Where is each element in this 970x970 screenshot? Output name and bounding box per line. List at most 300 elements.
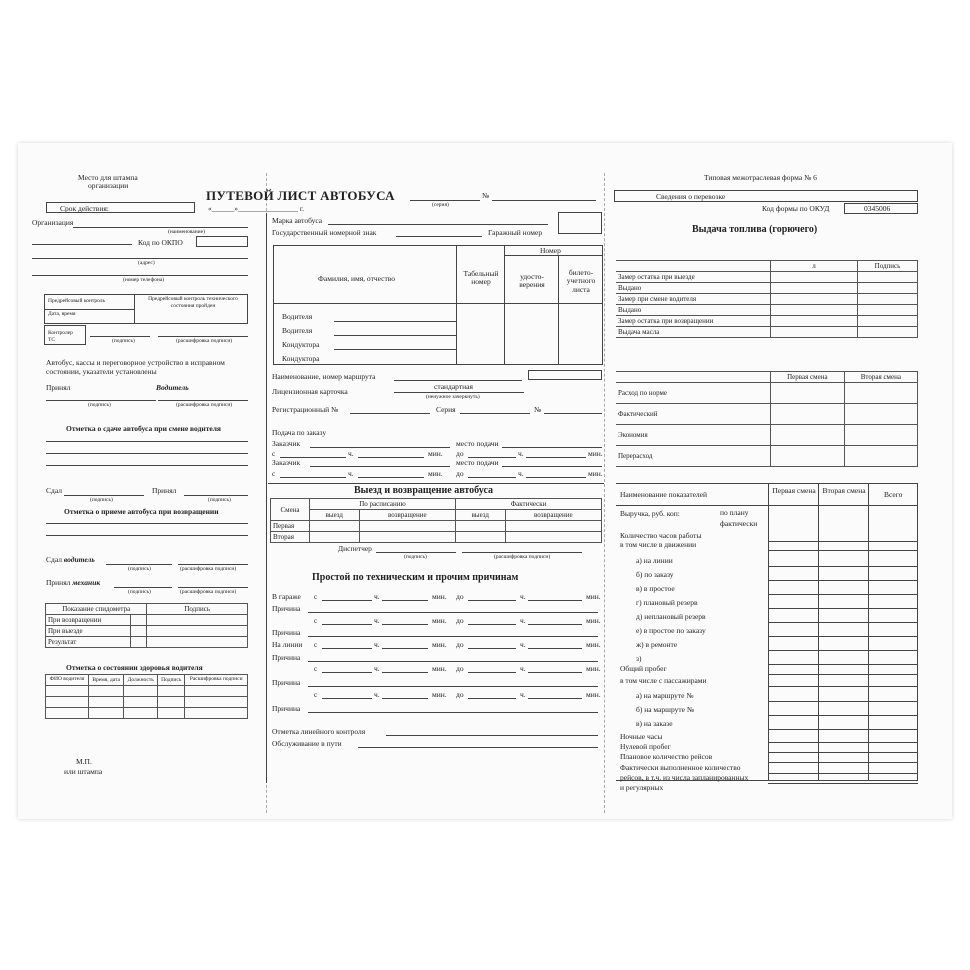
idle-c-label: с: [314, 664, 318, 673]
ind-row: рейсов, в т.ч. из числа запланированных: [620, 773, 749, 782]
sign-line[interactable]: [106, 564, 172, 565]
idle-h-label: ч.: [520, 664, 526, 673]
okpo-box[interactable]: [196, 236, 248, 247]
speedometer-table: [45, 603, 248, 648]
signature-hint: (подпись): [112, 338, 135, 344]
driver-label: Водитель: [156, 383, 189, 392]
handed-label: Сдал: [46, 486, 62, 495]
signature-hint: (подпись): [90, 497, 113, 503]
crew-row: Кондуктора: [282, 354, 320, 363]
ind-row: б) на маршруте №: [636, 705, 694, 714]
sign-line[interactable]: [114, 587, 172, 588]
from-c: с: [272, 469, 276, 478]
accepted-label: Принял: [46, 578, 71, 587]
time-line[interactable]: [358, 457, 424, 458]
reason: Причина: [272, 704, 301, 713]
sign-line[interactable]: [376, 552, 456, 553]
health-cell[interactable]: [124, 686, 158, 697]
dep-actual: Фактически: [455, 499, 601, 510]
crew-row: Водителя: [282, 312, 313, 321]
on-line: На линии: [272, 640, 303, 649]
ind-row-line[interactable]: [768, 594, 918, 595]
speedo-cell[interactable]: [147, 615, 248, 626]
idle-time-line[interactable]: [468, 624, 516, 625]
order-label: Подача по заказу: [272, 428, 327, 437]
idle-to-label: до: [456, 616, 464, 625]
ind-row: в том числе с пассажирами: [620, 676, 707, 685]
ind-fact: фактически: [720, 519, 758, 528]
idle-min-label: мин.: [586, 690, 601, 699]
health-cell[interactable]: [124, 708, 158, 719]
consump-cell[interactable]: [844, 446, 917, 467]
signature-decode-hint: (расшифровка подписи): [180, 566, 237, 572]
reason: Причина: [272, 604, 301, 613]
reg-no-line[interactable]: [350, 413, 430, 414]
idle-c-label: с: [314, 592, 318, 601]
signature-decode-hint: (расшифровка подписи): [176, 402, 233, 408]
idle-time-line[interactable]: [322, 672, 372, 673]
ind-row-line[interactable]: [768, 701, 918, 702]
idle-h-label: ч.: [520, 640, 526, 649]
dep-cell[interactable]: [359, 532, 455, 543]
health-cell[interactable]: [88, 686, 123, 697]
sign-line[interactable]: [64, 495, 144, 496]
ind-row: Ночные часы: [620, 732, 663, 741]
fuel-cell[interactable]: [771, 305, 858, 316]
idle-time-line[interactable]: [528, 648, 582, 649]
ind-plan: по плану: [720, 508, 749, 517]
strike-hint: (ненужное зачеркнуть): [426, 394, 480, 400]
ind-row: з): [636, 654, 642, 663]
okpo-label: Код по ОКПО: [138, 238, 183, 247]
departure-table: [270, 498, 602, 543]
idle-h-label: ч.: [520, 592, 526, 601]
idle-h-label: ч.: [520, 616, 526, 625]
time-line[interactable]: [358, 477, 424, 478]
note-line[interactable]: [46, 523, 248, 524]
idle-time-line[interactable]: [382, 600, 428, 601]
idle-min-label: мин.: [432, 616, 447, 625]
service-line[interactable]: [358, 747, 598, 748]
phone-hint: (номер телефона): [123, 277, 165, 283]
idle-min-label: мин.: [586, 664, 601, 673]
ind-row: а) на линии: [636, 556, 673, 565]
consump-row: Расход по норме: [616, 383, 771, 404]
to-label: до: [456, 449, 464, 458]
health-cell[interactable]: [88, 708, 123, 719]
sign-decode-line[interactable]: [462, 552, 582, 553]
organization-line[interactable]: [73, 227, 248, 228]
title-series-line[interactable]: [410, 200, 480, 201]
dep-shift: Смена: [271, 499, 310, 521]
fuel-cell[interactable]: [858, 316, 918, 327]
idle-time-line[interactable]: [382, 672, 428, 673]
consump-cell[interactable]: [771, 446, 845, 467]
fuel-row: Замер при смене водителя: [616, 294, 771, 305]
series-hint: (серия): [432, 202, 449, 208]
stamp-org: организации: [88, 181, 129, 190]
no-label: №: [534, 405, 542, 414]
signature-decode-hint: (расшифровка подписи): [494, 554, 551, 560]
idle-time-line[interactable]: [322, 648, 372, 649]
ind-row-line[interactable]: [768, 541, 918, 542]
ind-row: в) на заказе: [636, 719, 673, 728]
precheck-tech: Предрейсовый контроль: [48, 298, 106, 304]
idle-c-label: с: [314, 690, 318, 699]
service: Обслуживание в пути: [272, 739, 342, 748]
health-cell[interactable]: [185, 686, 248, 697]
health-cell[interactable]: [46, 697, 89, 708]
idle-h-label: ч.: [374, 640, 380, 649]
fuel-cell[interactable]: [858, 305, 918, 316]
ind-row-line[interactable]: [768, 566, 918, 567]
idle-time-line[interactable]: [382, 698, 428, 699]
sign-decode-line[interactable]: [178, 564, 248, 565]
dep-cell[interactable]: [455, 532, 505, 543]
idle-min-label: мин.: [432, 664, 447, 673]
note-line[interactable]: [46, 465, 248, 466]
signature-hint: (подпись): [88, 402, 111, 408]
from-c: с: [272, 449, 276, 458]
crew-line[interactable]: [334, 335, 456, 336]
okud-label: Код формы по ОКУД: [762, 204, 830, 213]
garage-box[interactable]: [558, 212, 602, 234]
health-col: Расшифровка подписи: [185, 675, 248, 686]
health-cell[interactable]: [46, 686, 89, 697]
idle-h-label: ч.: [374, 616, 380, 625]
fuel-table: [616, 260, 918, 338]
signature-hint: (подпись): [128, 566, 151, 572]
min-label: мин.: [588, 469, 603, 478]
fuel-row: Замер остатка при выезде: [616, 272, 771, 283]
health-cell[interactable]: [158, 708, 185, 719]
sign-line[interactable]: [184, 495, 248, 496]
ind-row: в) в простое: [636, 584, 675, 593]
fuel-cell[interactable]: [858, 327, 918, 338]
title-number-line[interactable]: [492, 200, 596, 201]
fuel-cell[interactable]: [858, 272, 918, 283]
idle-h-label: ч.: [374, 664, 380, 673]
ind-row: г) плановый резерв: [636, 598, 698, 607]
column-divider: [266, 213, 267, 783]
sign-line[interactable]: [90, 336, 150, 337]
fuel-cell[interactable]: [771, 316, 858, 327]
address-line[interactable]: [32, 258, 248, 259]
note-line[interactable]: [46, 535, 248, 536]
crew-fio: Фамилия, имя, отчество: [318, 274, 395, 283]
idle-time-line[interactable]: [322, 624, 372, 625]
speedo-row: Результат: [46, 637, 131, 648]
ind-row-line[interactable]: [768, 608, 918, 609]
idle-time-line[interactable]: [322, 698, 372, 699]
garage-label: Гаражный номер: [488, 228, 543, 237]
ind-row-line[interactable]: [768, 550, 918, 551]
consump-row: Экономия: [616, 425, 771, 446]
divider: [273, 303, 603, 304]
fuel-l: л: [771, 261, 858, 272]
dep-cell[interactable]: [359, 521, 455, 532]
consump-cell[interactable]: [771, 425, 845, 446]
crew-number: Номер: [540, 246, 561, 255]
reason-line[interactable]: [308, 612, 598, 613]
health-cell[interactable]: [124, 697, 158, 708]
dep-row: Вторая: [271, 532, 310, 543]
ind-row: и регулярных: [620, 783, 664, 792]
series-line[interactable]: [460, 413, 530, 414]
idle-min-label: мин.: [586, 640, 601, 649]
dep-cell[interactable]: [505, 521, 601, 532]
ind-revenue: Выручка, руб. коп:: [620, 509, 680, 518]
divider: [868, 483, 869, 781]
customer-label: Заказчик: [272, 458, 301, 467]
idle-time-line[interactable]: [468, 600, 516, 601]
time-line[interactable]: [526, 477, 586, 478]
route-box[interactable]: [528, 370, 602, 380]
dispatcher-label: Диспетчер: [338, 544, 372, 553]
ind-row-line[interactable]: [768, 742, 918, 743]
customer-line[interactable]: [310, 447, 450, 448]
reason-line[interactable]: [308, 636, 598, 637]
note-line[interactable]: [46, 453, 248, 454]
idle-time-line[interactable]: [468, 672, 516, 673]
ind-name: Наименование показателей: [620, 490, 708, 499]
ind-row-line[interactable]: [768, 762, 918, 763]
form-type: Типовая межотраслевая форма № 6: [704, 173, 817, 182]
ind-row-line[interactable]: [768, 729, 918, 730]
reason: Причина: [272, 678, 301, 687]
time-line[interactable]: [280, 477, 346, 478]
customer-line[interactable]: [310, 466, 450, 467]
title-no: №: [482, 191, 490, 200]
health-cell[interactable]: [185, 697, 248, 708]
sign-line[interactable]: [46, 400, 156, 401]
bus-brand-label: Марка автобуса: [272, 216, 323, 225]
idle-c-label: с: [314, 616, 318, 625]
name-hint: (наименование): [168, 229, 205, 235]
arrival-line[interactable]: [502, 466, 602, 467]
org-line2[interactable]: [32, 244, 132, 245]
crew-row: Водителя: [282, 326, 313, 335]
fuel-cell[interactable]: [771, 327, 858, 338]
license-standard: стандартная: [434, 382, 473, 391]
health-cell[interactable]: [88, 697, 123, 708]
address-hint: (адрес): [138, 260, 155, 266]
fuel-row: Выдано: [616, 305, 771, 316]
accepted-label: Принял: [46, 383, 71, 392]
no-line[interactable]: [544, 413, 602, 414]
date-time: Дата, время: [48, 311, 76, 317]
transport-info: Сведения о перевозке: [656, 192, 726, 201]
consump-cell[interactable]: [771, 383, 845, 404]
idle-h-label: ч.: [374, 690, 380, 699]
dep-cell[interactable]: [310, 521, 360, 532]
ind-row-line[interactable]: [768, 773, 918, 774]
ind-row-line[interactable]: [768, 650, 918, 651]
health-cell[interactable]: [46, 708, 89, 719]
ind-row: а) на маршруте №: [636, 691, 694, 700]
line-control: Отметка линейного контроля: [272, 727, 366, 736]
ind-row: д) неплановый резерв: [636, 612, 706, 621]
accepted-mechanic: механик: [72, 578, 101, 587]
health-col: Подпись: [158, 675, 185, 686]
idle-min-label: мин.: [432, 690, 447, 699]
reg-no-label: Регистрационный №: [272, 405, 339, 414]
dep-cell[interactable]: [505, 532, 601, 543]
okud-value: 0345006: [864, 204, 891, 213]
fuel-title: Выдача топлива (горючего): [692, 224, 818, 235]
health-cell[interactable]: [158, 686, 185, 697]
crew-line[interactable]: [334, 321, 456, 322]
fuel-row: Выдача масла: [616, 327, 771, 338]
arrival-line[interactable]: [502, 447, 602, 448]
consump-cell[interactable]: [844, 404, 917, 425]
ind-row-line[interactable]: [768, 752, 918, 753]
fuel-row: Замер остатка при возвращении: [616, 316, 771, 327]
sign-decode-line[interactable]: [158, 400, 248, 401]
idle-min-label: мин.: [586, 592, 601, 601]
to-label: до: [456, 469, 464, 478]
ind-row: е) в простое по заказу: [636, 626, 706, 635]
ind-row: Нулевой пробег: [620, 742, 671, 751]
sign-decode-line[interactable]: [158, 336, 248, 337]
health-cell[interactable]: [158, 697, 185, 708]
consump-row: Перерасход: [616, 446, 771, 467]
ind-row-line[interactable]: [768, 715, 918, 716]
sign-decode-line[interactable]: [178, 587, 248, 588]
note-return: Отметка о приеме автобуса при возвращении: [64, 507, 219, 516]
speedo-cell[interactable]: [131, 626, 147, 637]
organization-label: Организация: [32, 218, 74, 227]
validity-box[interactable]: [46, 202, 195, 213]
fuel-cell[interactable]: [858, 283, 918, 294]
route-name-line[interactable]: [394, 380, 522, 381]
idle-time-line[interactable]: [468, 698, 516, 699]
time-line[interactable]: [468, 477, 516, 478]
health-col: Должность: [124, 675, 158, 686]
idle-min-label: мин.: [432, 592, 447, 601]
ind-row-line[interactable]: [768, 674, 918, 675]
idle-time-line[interactable]: [528, 624, 582, 625]
divider: [604, 173, 605, 813]
ind-row-line[interactable]: [768, 636, 918, 637]
dep-back: возвращение: [505, 510, 601, 521]
idle-time-line[interactable]: [528, 698, 582, 699]
phone-line[interactable]: [32, 275, 248, 276]
ind-row: Плановое количество рейсов: [620, 752, 713, 761]
ind-row-line[interactable]: [768, 664, 918, 665]
idle-time-line[interactable]: [528, 600, 582, 601]
speedo-cell[interactable]: [147, 626, 248, 637]
signature-hint: (подпись): [404, 554, 427, 560]
route-name-label: Наименование, номер маршрута: [272, 372, 376, 381]
idle-h-label: ч.: [520, 690, 526, 699]
reason-line[interactable]: [308, 712, 598, 713]
crew-line[interactable]: [334, 349, 456, 350]
time-line[interactable]: [526, 457, 586, 458]
arrival-label: место подачи: [456, 439, 499, 448]
consump-first: Первая смена: [771, 372, 845, 383]
speedo-cell[interactable]: [131, 637, 147, 648]
idle-to-label: до: [456, 640, 464, 649]
idle-time-line[interactable]: [382, 648, 428, 649]
divider: [818, 483, 819, 781]
ind-row-line[interactable]: [768, 622, 918, 623]
consump-cell[interactable]: [844, 425, 917, 446]
fuel-cell[interactable]: [771, 294, 858, 305]
consump-cell[interactable]: [844, 383, 917, 404]
speedo-cell[interactable]: [147, 637, 248, 648]
idle-time-line[interactable]: [382, 624, 428, 625]
in-garage: В гараже: [272, 592, 301, 601]
idle-time-line[interactable]: [468, 648, 516, 649]
note-line[interactable]: [46, 441, 248, 442]
idle-c-label: с: [314, 640, 318, 649]
consump-second: Вторая смена: [844, 372, 917, 383]
idle-min-label: мин.: [432, 640, 447, 649]
hour-label: ч.: [518, 469, 524, 478]
dep-cell[interactable]: [455, 521, 505, 532]
crew-row: Кондуктора: [282, 340, 320, 349]
idle-to-label: до: [456, 690, 464, 699]
signature-decode-hint: (расшифровка подписи): [176, 338, 233, 344]
waybill-form: [18, 143, 952, 819]
crew-table: [273, 245, 603, 365]
ind-second: Вторая смена: [822, 486, 866, 495]
ind-row-line[interactable]: [768, 783, 918, 784]
dep-schedule: По расписанию: [310, 499, 456, 510]
idle-to-label: до: [456, 664, 464, 673]
crew-cert: удосто-верения: [519, 272, 545, 290]
fuel-cell[interactable]: [858, 294, 918, 305]
dep-cell[interactable]: [310, 532, 360, 543]
plate-line[interactable]: [396, 236, 482, 237]
health-cell[interactable]: [185, 708, 248, 719]
control-ts: Контролер ТС: [48, 330, 73, 343]
divider: [616, 505, 918, 506]
divider: [456, 245, 457, 365]
ind-row: Количество часов работы: [620, 531, 702, 540]
bus-brand-line[interactable]: [328, 224, 548, 225]
consump-cell[interactable]: [771, 404, 845, 425]
reason-line[interactable]: [308, 661, 598, 662]
fuel-cell[interactable]: [771, 283, 858, 294]
health-col: Время, дата: [88, 675, 123, 686]
reason: Причина: [272, 628, 301, 637]
reason-line[interactable]: [308, 686, 598, 687]
line-control-line[interactable]: [386, 735, 598, 736]
divider: [44, 309, 134, 310]
handed-driver: водитель: [63, 555, 95, 564]
speedo-header: Показание спидометра: [46, 604, 147, 615]
series-label: Серия: [436, 405, 456, 414]
divider: [558, 255, 559, 365]
speedo-row: При возвращении: [46, 615, 131, 626]
note-change: Отметка о сдаче автобуса при смене водителя: [66, 424, 221, 433]
ind-row-line[interactable]: [768, 580, 918, 581]
idle-time-line[interactable]: [528, 672, 582, 673]
speedo-row: При выезде: [46, 626, 131, 637]
mp-label: М.П.: [76, 757, 92, 766]
license-line[interactable]: [394, 392, 524, 393]
fuel-cell[interactable]: [771, 272, 858, 283]
speedo-cell[interactable]: [131, 615, 147, 626]
idle-time-line[interactable]: [322, 600, 372, 601]
divider: [134, 294, 135, 324]
date-line: «______»________________ г.: [208, 204, 304, 213]
stamp-place: Место для штампа: [78, 173, 138, 182]
ind-row-line[interactable]: [768, 686, 918, 687]
divider: [268, 483, 604, 484]
